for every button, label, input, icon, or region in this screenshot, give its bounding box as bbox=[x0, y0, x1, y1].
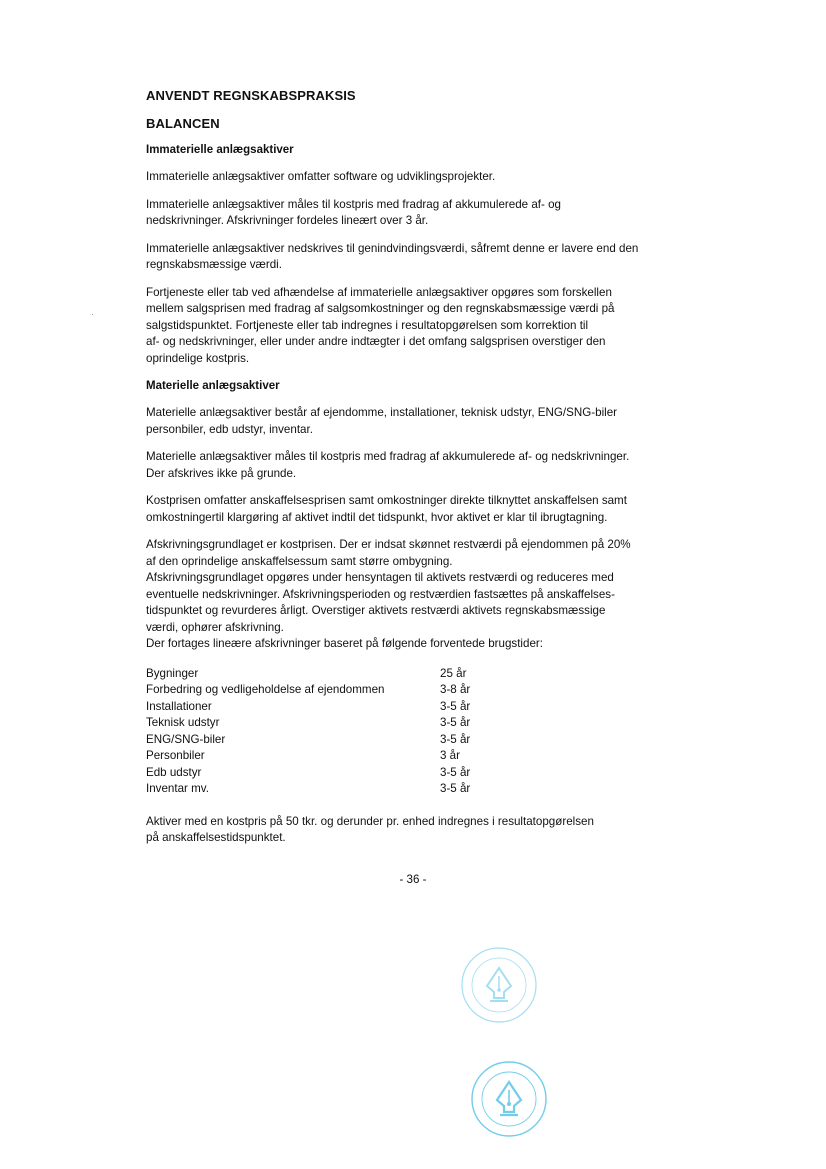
text-line: oprindelige kostpris. bbox=[146, 351, 250, 365]
table-row bbox=[146, 765, 666, 782]
useful-life: 3-8 år bbox=[440, 683, 471, 696]
asset-type: ENG/SNG-biler bbox=[146, 732, 226, 746]
paragraph-intangible-1 bbox=[146, 169, 666, 186]
asset-type: Forbedring og vedligeholdelse af ejendommen bbox=[146, 683, 385, 696]
text-line: værdi, ophører afskrivning. bbox=[146, 620, 284, 634]
text-line: Immaterielle anlægsaktiver måles til kostpris med fradrag af akkumulerede af- og bbox=[146, 197, 561, 211]
asset-type: Personbiler bbox=[146, 749, 205, 762]
useful-life: 3 år bbox=[440, 749, 460, 762]
text-line: Der afskrives ikke på grunde. bbox=[146, 466, 297, 480]
pen-nib-icon bbox=[470, 1060, 548, 1138]
paragraph-intangible-4 bbox=[146, 285, 666, 368]
asset-type: Bygninger bbox=[146, 666, 199, 680]
paragraph-intangible-3 bbox=[146, 241, 666, 274]
text-line: af- og nedskrivninger, eller under andre indtægter i det omfang salgsprisen overstiger den bbox=[146, 335, 606, 348]
subheading-intangible-assets: Immaterielle anlægsaktiver bbox=[146, 144, 294, 156]
scan-speck bbox=[92, 314, 93, 315]
useful-life: 3-5 år bbox=[440, 765, 471, 779]
electronic-signature-seal bbox=[470, 1060, 548, 1138]
table-row bbox=[146, 699, 666, 716]
useful-life: 3-5 år bbox=[440, 716, 471, 729]
page-number: - 36 - bbox=[399, 873, 427, 886]
table-row bbox=[146, 666, 666, 683]
section-heading-accounting-policies: ANVENDT REGNSKABSPRAKSIS bbox=[146, 88, 356, 103]
text-line: regnskabsmæssige værdi. bbox=[146, 258, 282, 271]
text-line: Materielle anlægsaktiver består af ejendomme, installationer, teknisk udstyr, ENG/SNG-biler bbox=[146, 406, 618, 419]
text-line: nedskrivninger. Afskrivninger fordeles lineært over 3 år. bbox=[146, 214, 429, 227]
text-line: Der fortages lineære afskrivninger baseret på følgende forventede brugstider: bbox=[146, 637, 543, 650]
text-line: Kostprisen omfatter anskaffelsesprisen samt omkostninger direkte tilknyttet anskaffelsen samt bbox=[146, 494, 627, 507]
document-page bbox=[146, 88, 666, 847]
useful-life: 3-5 år bbox=[440, 732, 471, 746]
useful-life: 3-5 år bbox=[440, 699, 471, 713]
asset-type: Inventar mv. bbox=[146, 782, 209, 795]
asset-type: Edb udstyr bbox=[146, 765, 202, 779]
paragraph-tangible-4 bbox=[146, 537, 666, 653]
paragraph-tangible-1 bbox=[146, 405, 666, 438]
paragraph-tangible-2 bbox=[146, 449, 666, 482]
text-line: Immaterielle anlægsaktiver nedskrives til genindvindingsværdi, såfremt denne er lavere end den bbox=[146, 241, 639, 255]
asset-type: Teknisk udstyr bbox=[146, 716, 220, 729]
electronic-signature-seal bbox=[460, 946, 538, 1024]
paragraph-intangible-2 bbox=[146, 197, 666, 230]
text-line: Afskrivningsgrundlaget er kostprisen. Der er indsat skønnet restværdi på ejendommen på 20% bbox=[146, 538, 631, 551]
table-row bbox=[146, 732, 666, 749]
paragraph-tangible-3 bbox=[146, 493, 666, 526]
section-heading-balance: BALANCEN bbox=[146, 116, 220, 131]
pen-nib-icon bbox=[460, 946, 538, 1024]
table-row bbox=[146, 715, 666, 732]
useful-life: 3-5 år bbox=[440, 782, 471, 795]
useful-lifetimes-table bbox=[146, 666, 666, 798]
table-row bbox=[146, 682, 666, 699]
text-line: omkostningertil klargøring af aktivet indtil det tidspunkt, hvor aktivet er klar til ibrugtagning. bbox=[146, 510, 608, 524]
useful-life: 25 år bbox=[440, 666, 467, 680]
text-line: tidspunktet og revurderes årligt. Overstiger aktivets restværdi aktivets regnskabsmæssige bbox=[146, 604, 606, 617]
text-line: mellem salgsprisen med fradrag af salgsomkostninger og den regnskabsmæssige værdi på bbox=[146, 302, 615, 315]
text-line: Aktiver med en kostpris på 50 tkr. og derunder pr. enhed indregnes i resultatopgørelsen bbox=[146, 814, 594, 828]
asset-type: Installationer bbox=[146, 699, 212, 713]
text-line: eventuelle nedskrivninger. Afskrivningsperioden og restværdien fastsættes på anskaffelses- bbox=[146, 587, 615, 601]
text-line: Immaterielle anlægsaktiver omfatter software og udviklingsprojekter. bbox=[146, 170, 496, 183]
text-line: salgstidspunktet. Fortjeneste eller tab indregnes i resultatopgørelsen som korrektion til bbox=[146, 318, 589, 332]
text-line: Afskrivningsgrundlaget opgøres under hensyntagen til aktivets restværdi og reduceres med bbox=[146, 571, 614, 584]
text-line: personbiler, edb udstyr, inventar. bbox=[146, 422, 313, 436]
text-line: på anskaffelsestidspunktet. bbox=[146, 831, 286, 844]
table-row bbox=[146, 781, 666, 798]
table-row bbox=[146, 748, 666, 765]
subheading-tangible-assets: Materielle anlægsaktiver bbox=[146, 380, 280, 392]
paragraph-closing bbox=[146, 814, 666, 847]
text-line: Fortjeneste eller tab ved afhændelse af immaterielle anlægsaktiver opgøres som forskellen bbox=[146, 285, 612, 299]
text-line: Materielle anlægsaktiver måles til kostpris med fradrag af akkumulerede af- og nedskrivninger. bbox=[146, 450, 630, 463]
text-line: af den oprindelige anskaffelsessum samt større ombygning. bbox=[146, 554, 453, 568]
